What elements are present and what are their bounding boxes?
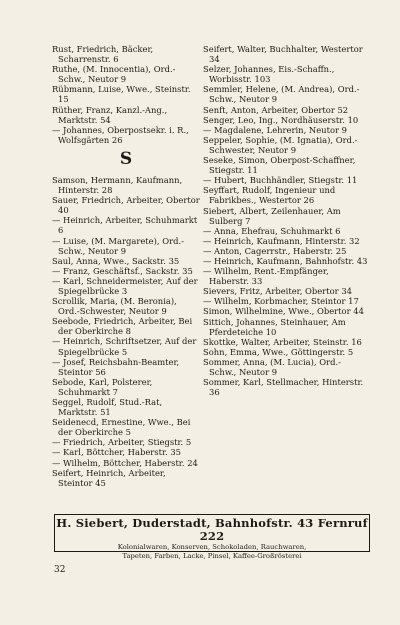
directory-entry: Scrollik, Maria, (M. Beronia), Ord.-Schwester, Neutor 9 [52, 296, 177, 317]
directory-entry: Seppeler, Sophie, (M. Ignatia), Ord.-Schwester, Neutor 9 [203, 134, 358, 155]
page-number: 32 [54, 565, 66, 575]
directory-entry: Senft, Anton, Arbeiter, Obertor 52 [203, 104, 349, 115]
directory-entry: — Heinrich, Kaufmann, Bahnhofstr. 43 [203, 255, 368, 266]
advertisement-line: Kolonialwaren, Konserven, Schokoladen, Rauchwaren, [117, 543, 307, 551]
directory-entry: Seseke, Simon, Oberpost-Schaffner, Stiegstr. 11 [203, 155, 356, 176]
directory-entry: — Heinrich, Schriftsetzer, Auf der Spiegelbrücke 5 [52, 336, 197, 357]
directory-entry: Seifert, Walter, Buchhalter, Westertor 34 [203, 44, 363, 65]
directory-entry: — Karl, Schneidermeister, Auf der Spiegelbrücke 3 [52, 275, 198, 296]
directory-entry: Sittich, Johannes, Steinhauer, Am Pferdeteiche 10 [203, 316, 346, 337]
directory-entry: Seggel, Rudolf, Stud.-Rat, Marktstr. 51 [52, 397, 163, 418]
directory-entry: Sebode, Karl, Polsterer, Schuhmarkt 7 [52, 376, 153, 397]
directory-entry: Skottke, Walter, Arbeiter, Steinstr. 16 [203, 336, 362, 347]
directory-entry: — Josef, Reichsbahn-Beamter, Steintor 56 [52, 356, 180, 377]
directory-entry: Rübmann, Luise, Wwe., Steinstr. 15 [52, 84, 191, 105]
directory-entry: Senger, Leo, Ing., Nordhäuserstr. 10 [203, 114, 359, 125]
advertisement-title: H. Siebert, Duderstadt, Bahnhofstr. 43 Fernruf 222 [56, 516, 368, 543]
directory-entry: Saul, Anna, Wwe., Sackstr. 35 [52, 255, 180, 266]
directory-entry: — Johannes, Oberpostsekr. i. R., Wolfsgärten 26 [52, 124, 189, 145]
directory-entry: Sommer, Anna, (M. Lucia), Ord.-Schw., Neutor 9 [203, 356, 341, 377]
directory-entry: Seidenecd, Ernestine, Wwe., Bei der Oberkirche 5 [52, 417, 191, 438]
directory-entry: Rüther, Franz, Kanzl.-Ang., Marktstr. 54 [52, 104, 168, 125]
directory-entry: Sauer, Friedrich, Arbeiter, Obertor 40 [52, 195, 200, 216]
directory-entry: — Hubert, Buchhändler, Stiegstr. 11 [203, 175, 358, 186]
directory-entry: Samson, Hermann, Kaufmann, Hinterstr. 28 [52, 174, 183, 196]
directory-entry: Rust, Friedrich, Bäcker, Scharrenstr. 6 [52, 44, 154, 65]
directory-entry: — Wilhelm, Böttcher, Haberstr. 24 [52, 457, 198, 468]
right-column [203, 44, 368, 397]
directory-entry: — Luise, (M. Margarete), Ord.-Schw., Neutor 9 [52, 235, 184, 256]
directory-entry: Sievers, Fritz, Arbeiter, Obertor 34 [203, 286, 352, 297]
directory-entry: — Heinrich, Kaufmann, Hinterstr. 32 [203, 235, 360, 246]
directory-entry: — Wilhelm, Korbmacher, Steintor 17 [203, 296, 359, 307]
directory-entry: Seebode, Friedrich, Arbeiter, Bei der Oberkirche 8 [52, 316, 193, 337]
directory-entry: — Anna, Ehefrau, Schuhmarkt 6 [203, 225, 341, 236]
directory-entry: Ruthe, (M. Innocentia), Ord.-Schw., Neutor 9 [52, 64, 176, 85]
advertisement-line: Tapeten, Farben, Lacke, Pinsel, Kaffee-Großrösterei [122, 551, 302, 560]
section-letter: S [119, 148, 133, 169]
directory-entry: Seyffart, Rudolf, Ingenieur und Fabrikbes., Westertor 26 [203, 185, 336, 206]
directory-entry: — Anton, Cagerrstr., Haberstr. 25 [203, 245, 347, 256]
directory-entry: — Magdalene, Lehrerin, Neutor 9 [203, 124, 347, 135]
directory-entry: Siebert, Albert, Zeilenhauer, Am Sulberg 7 [203, 205, 341, 226]
directory-entry: — Wilhelm, Rent.-Empfänger, Haberstr. 33 [203, 266, 329, 287]
advertisement-box [54, 514, 370, 560]
directory-entry: Simon, Wilhelmine, Wwe., Obertor 44 [203, 306, 364, 317]
directory-entry: Selzer, Johannes, Eis.-Schaffn., Worbisstr. 103 [203, 64, 335, 85]
directory-entry: — Franz, Geschäftsf., Sackstr. 35 [52, 265, 193, 276]
directory-entry: Semmler, Helene, (M. Andrea), Ord.-Schw., Neutor 9 [203, 84, 360, 105]
directory-entry: Sommer, Karl, Stellmacher, Hinterstr. 36 [203, 377, 364, 398]
directory-entry: — Friedrich, Arbeiter, Stiegstr. 5 [52, 437, 192, 448]
directory-entry: Sohn, Emma, Wwe., Göttingerstr. 5 [203, 346, 354, 357]
left-column [52, 44, 200, 488]
directory-entry: Seifert, Heinrich, Arbeiter, Steintor 45 [52, 467, 166, 488]
directory-entry: — Heinrich, Arbeiter, Schuhmarkt 6 [52, 215, 198, 236]
directory-entry: — Karl, Böttcher, Haberstr. 35 [52, 447, 182, 458]
